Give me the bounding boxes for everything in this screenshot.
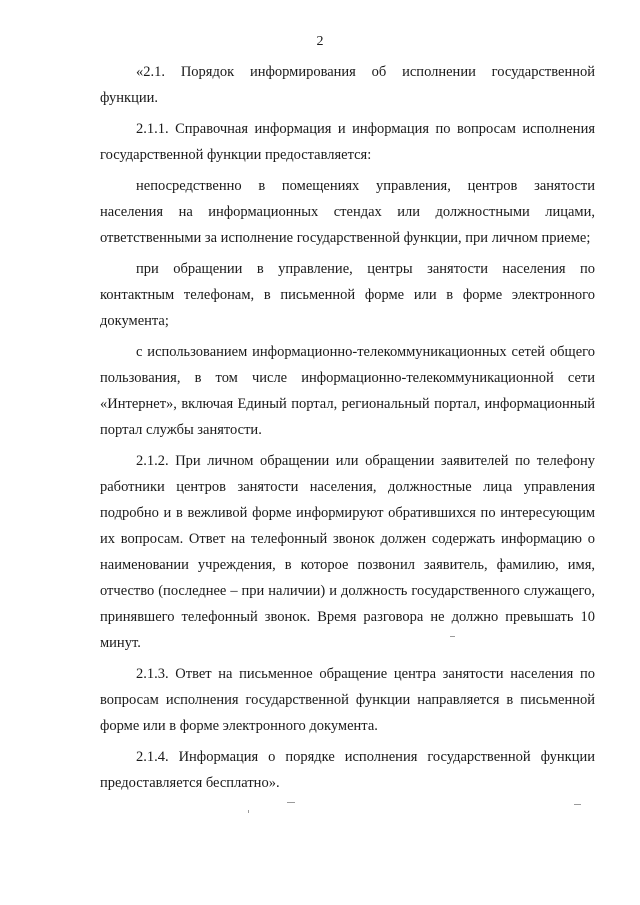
scan-speck xyxy=(450,636,455,637)
paragraph-2-1-2: 2.1.2. При личном обращении или обращении заявителей по телефону работники центров занятости населения, должностные лица управления подробно и в вежливой форме информируют обратившихся по интересующим их вопросам. Ответ на телефонный звонок должен содержать информацию о наименовании учреждения, в которое позвонил заявитель, фамилию, имя, отчество (последнее – при наличии) и должность государственного служащего, принявшего телефонный звонок. Время разговора не должно превышать 10 минут. xyxy=(100,453,595,651)
paragraph-2-1-3: 2.1.3. Ответ на письменное обращение центра занятости населения по вопросам исполнения государственной функции направляется в письменной форме или в форме электронного документа. xyxy=(100,666,595,734)
page-number: 2 xyxy=(316,34,324,49)
scan-speck xyxy=(574,804,581,805)
list-item-internet: с использованием информационно-телекоммуникационных сетей общего пользования, в том числе информационно-телекоммуникационной сети «Интернет», включая Единый портал, региональный портал, информационный портал службы занятости. xyxy=(100,344,595,438)
scan-speck xyxy=(248,810,249,813)
section-heading-2-1: «2.1. Порядок информирования об исполнении государственной функции. xyxy=(100,64,595,106)
paragraph-2-1-1: 2.1.1. Справочная информация и информация по вопросам исполнения государственной функции предоставляется: xyxy=(100,121,595,163)
list-item-contact: при обращении в управление, центры занятости населения по контактным телефонам, в письменной форме или в форме электронного документа; xyxy=(100,261,595,329)
list-item-in-person: непосредственно в помещениях управления, центров занятости населения на информационных стендах или должностными лицами, ответственными за исполнение государственной функции, при личном приеме; xyxy=(100,178,595,246)
document-body xyxy=(100,59,595,796)
scan-speck xyxy=(287,802,295,803)
paragraph-2-1-4: 2.1.4. Информация о порядке исполнения государственной функции предоставляется бесплатно». xyxy=(100,749,595,791)
